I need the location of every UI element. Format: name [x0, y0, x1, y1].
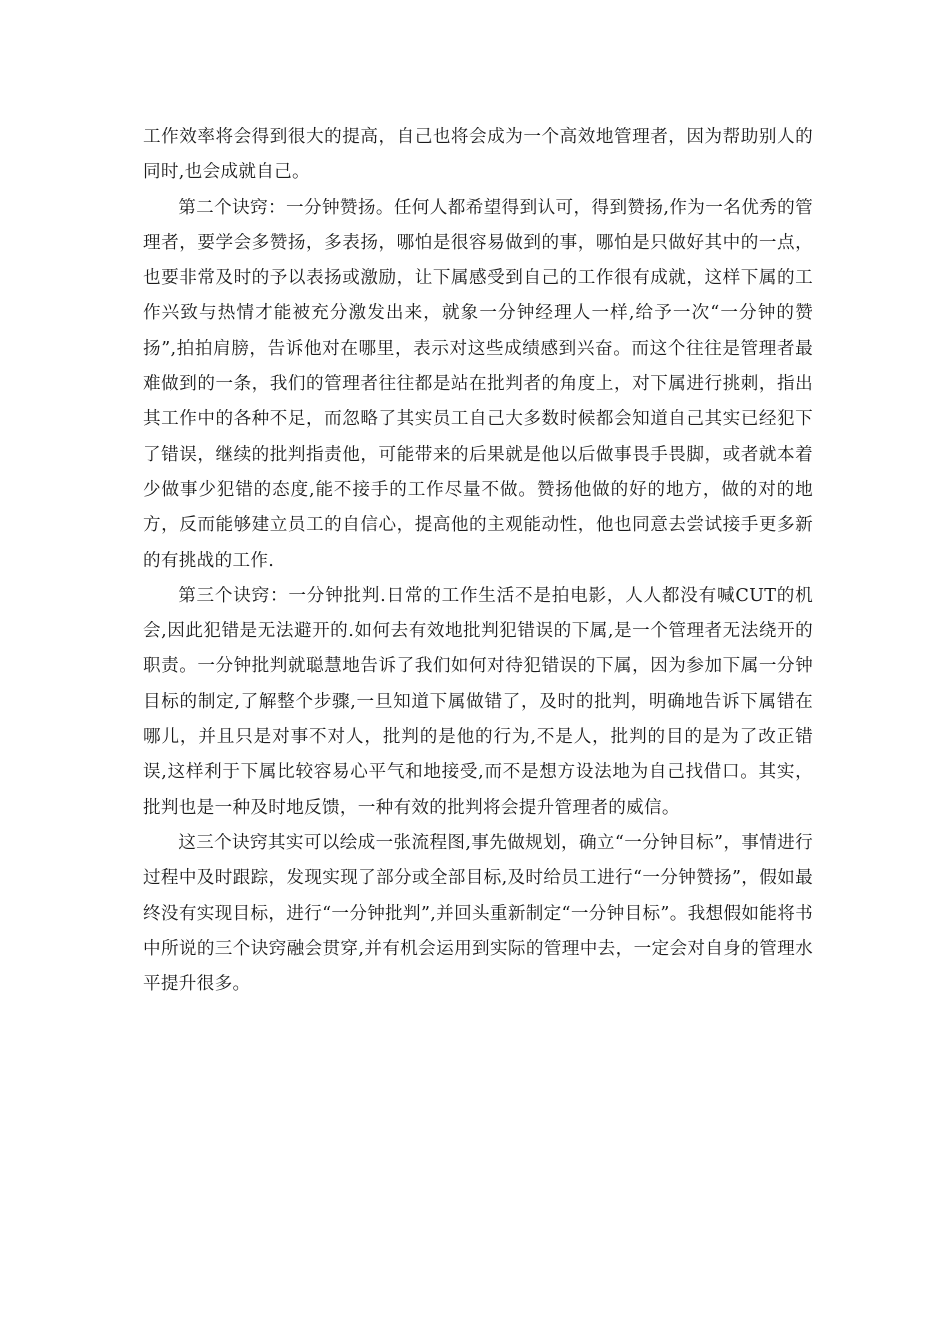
- paragraph-summary: 这三个诀窍其实可以绘成一张流程图,事先做规划，确立“一分钟目标”，事情进行过程中及时跟踪，发现实现了部分或全部目标,及时给员工进行“一分钟赞扬”，假如最终没有实现目标，进行“一分钟批判”,并回头重新制定“一分钟目标”。我想假如能将书中所说的三个诀窍融会贯穿,并有机会运用到实际的管理中去，一定会对自身的管理水平提升很多。: [143, 832, 813, 995]
- paragraph-third-tip: 第三个诀窍：一分钟批判.日常的工作生活不是拍电影，人人都没有喊CUT的机会,因此犯错是无法避开的.如何去有效地批判犯错误的下属,是一个管理者无法绕开的职责。一分钟批判就聪慧地告诉了我们如何对待犯错误的下属，因为参加下属一分钟目标的制定,了解整个步骤,一旦知道下属做错了，及时的批判，明确地告诉下属错在哪儿，并且只是对事不对人，批判的是他的行为,不是人，批判的目的是为了改正错误,这样利于下属比较容易心平气和地接受,而不是想方设法地为自己找借口。其实，批判也是一种及时地反馈，一种有效的批判将会提升管理者的威信。: [143, 585, 813, 818]
- document-body: [143, 120, 813, 1002]
- paragraph-second-tip: 第二个诀窍：一分钟赞扬。任何人都希望得到认可，得到赞扬,作为一名优秀的管理者，要学会多赞扬，多表扬，哪怕是很容易做到的事，哪怕是只做好其中的一点，也要非常及时的予以表扬或激励，让下属感受到自己的工作很有成就，这样下属的工作兴致与热情才能被充分激发出来，就象一分钟经理人一样,给予一次“一分钟的赞扬”,拍拍肩膀，告诉他对在哪里，表示对这些成绩感到兴奋。而这个往往是管理者最难做到的一条，我们的管理者往往都是站在批判者的角度上，对下属进行挑刺，指出其工作中的各种不足，而忽略了其实员工自己大多数时候都会知道自己其实已经犯下了错误，继续的批判指责他，可能带来的后果就是他以后做事畏手畏脚，或者就本着少做事少犯错的态度,能不接手的工作尽量不做。赞扬他做的好的地方，做的对的地方，反而能够建立员工的自信心，提高他的主观能动性，他也同意去尝试接手更多新的有挑战的工作.: [143, 197, 813, 571]
- paragraph-continuation: 工作效率将会得到很大的提高，自己也将会成为一个高效地管理者，因为帮助别人的同时,也会成就自己。: [143, 127, 813, 183]
